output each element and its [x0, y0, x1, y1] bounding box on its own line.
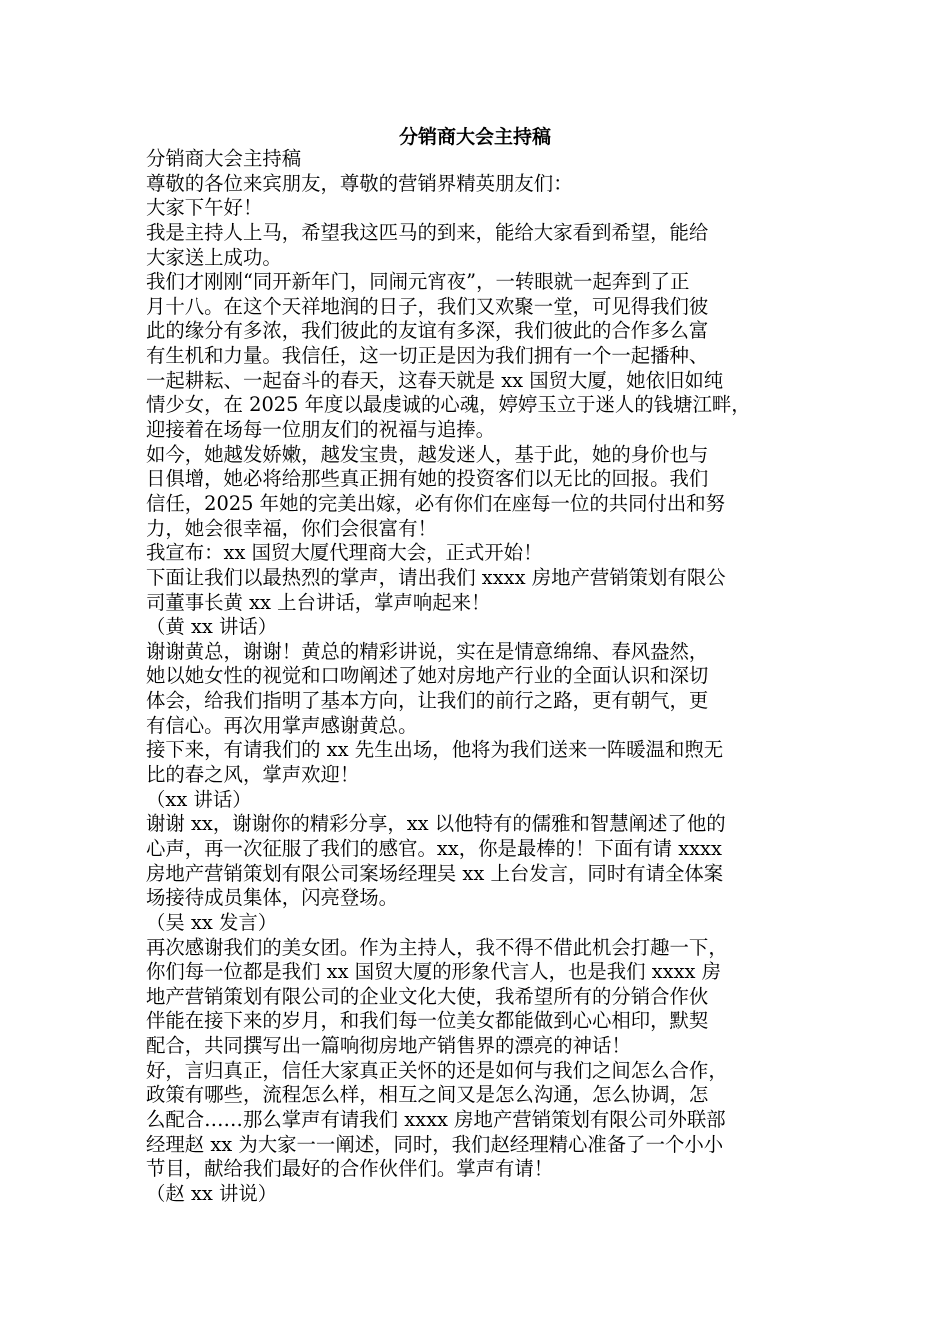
text-line: 比的春之风，掌声欢迎！	[146, 763, 360, 787]
text-line: 心声，再一次征服了我们的感官。xx，你是最棒的！下面有请 xxxx	[146, 836, 722, 860]
text-line: 一起耕耘、一起奋斗的春天，这春天就是 xx 国贸大厦，她依旧如纯	[146, 368, 724, 392]
text-line: 信任，2025 年她的完美出嫁，必有你们在座每一位的共同付出和努	[146, 491, 726, 515]
text-line: 此的缘分有多浓，我们彼此的友谊有多深，我们彼此的合作多么富	[146, 319, 709, 343]
text-line: 房地产营销策划有限公司案场经理吴 xx 上台发言，同时有请全体案	[146, 861, 724, 885]
text-line: 迎接着在场每一位朋友们的祝福与追捧。	[146, 418, 496, 442]
text-line: 好，言归真正，信任大家真正关怀的还是如何与我们之间怎么合作，	[146, 1058, 728, 1082]
text-line: 经理赵 xx 为大家一一阐述，同时，我们赵经理精心准备了一个小小	[146, 1132, 724, 1156]
text-line: 有信心。再次用掌声感谢黄总。	[146, 713, 418, 737]
text-line: 节目，献给我们最好的合作伙伴们。掌声有请！	[146, 1157, 554, 1181]
text-line: 下面让我们以最热烈的掌声，请出我们 xxxx 房地产营销策划有限公	[146, 565, 726, 589]
text-line: 地产营销策划有限公司的企业文化大使，我希望所有的分销合作伙	[146, 984, 709, 1008]
text-line: 么配合……那么掌声有请我们 xxxx 房地产营销策划有限公司外联部	[146, 1107, 726, 1131]
text-line: 她以她女性的视觉和口吻阐述了她对房地产行业的全面认识和深切	[146, 664, 709, 688]
text-line: 如今，她越发娇嫩，越发宝贵，越发迷人，基于此，她的身价也与	[146, 442, 709, 466]
text-line: 我是主持人上马，希望我这匹马的到来，能给大家看到希望，能给	[146, 220, 709, 244]
text-line: 政策有哪些，流程怎么样，相互之间又是怎么沟通，怎么协调，怎	[146, 1083, 709, 1107]
text-line: 有生机和力量。我信任，这一切正是因为我们拥有一个一起播种、	[146, 344, 709, 368]
text-line: 大家下午好！	[146, 196, 263, 220]
text-line: 力，她会很幸福，你们会很富有！	[146, 516, 437, 540]
text-line: （xx 讲话）	[146, 787, 252, 811]
text-line: 体会，给我们指明了基本方向，让我们的前行之路，更有朝气，更	[146, 689, 709, 713]
text-line: 月十八。在这个天祥地润的日子，我们又欢聚一堂，可见得我们彼	[146, 294, 709, 318]
text-line: 你们每一位都是我们 xx 国贸大厦的形象代言人，也是我们 xxxx 房	[146, 960, 722, 984]
text-line: （赵 xx 讲说）	[146, 1181, 278, 1205]
text-line: 司董事长黄 xx 上台讲话，掌声响起来！	[146, 590, 491, 614]
text-line: 接下来，有请我们的 xx 先生出场，他将为我们送来一阵暖温和煦无	[146, 738, 724, 762]
text-line: 谢谢黄总，谢谢！黄总的精彩讲说，实在是情意绵绵、春风盎然，	[146, 639, 709, 663]
document-body	[146, 147, 814, 1207]
text-line: 场接待成员集体，闪亮登场。	[146, 886, 399, 910]
text-line: 大家送上成功。	[146, 245, 282, 269]
text-line: 再次感谢我们的美女团。作为主持人，我不得不借此机会打趣一下，	[146, 935, 728, 959]
text-line: 分销商大会主持稿	[146, 147, 302, 170]
document-title: 分销商大会主持稿	[398, 126, 551, 148]
text-line: 谢谢 xx，谢谢你的精彩分享，xx 以他特有的儒雅和智慧阐述了他的	[146, 812, 726, 836]
text-line: 情少女，在 2025 年度以最虔诚的心魂，婷婷玉立于迷人的钱塘江畔，	[146, 393, 751, 417]
text-line: （吴 xx 发言）	[146, 910, 278, 934]
text-line: 日俱增，她必将给那些真正拥有她的投资客们以无比的回报。我们	[146, 467, 709, 491]
text-line: 伴能在接下来的岁月，和我们每一位美女都能做到心心相印，默契	[146, 1009, 709, 1033]
text-line: （黄 xx 讲话）	[146, 615, 278, 639]
text-line: 配合，共同撰写出一篇响彻房地产销售界的漂亮的神话！	[146, 1034, 631, 1058]
text-line: 尊敬的各位来宾朋友，尊敬的营销界精英朋友们：	[146, 171, 573, 195]
text-line: 我宣布：xx 国贸大厦代理商大会，正式开始！	[146, 541, 543, 565]
text-line: 我们才刚刚“同开新年门，同闹元宵夜”，一转眼就一起奔到了正	[146, 270, 690, 294]
